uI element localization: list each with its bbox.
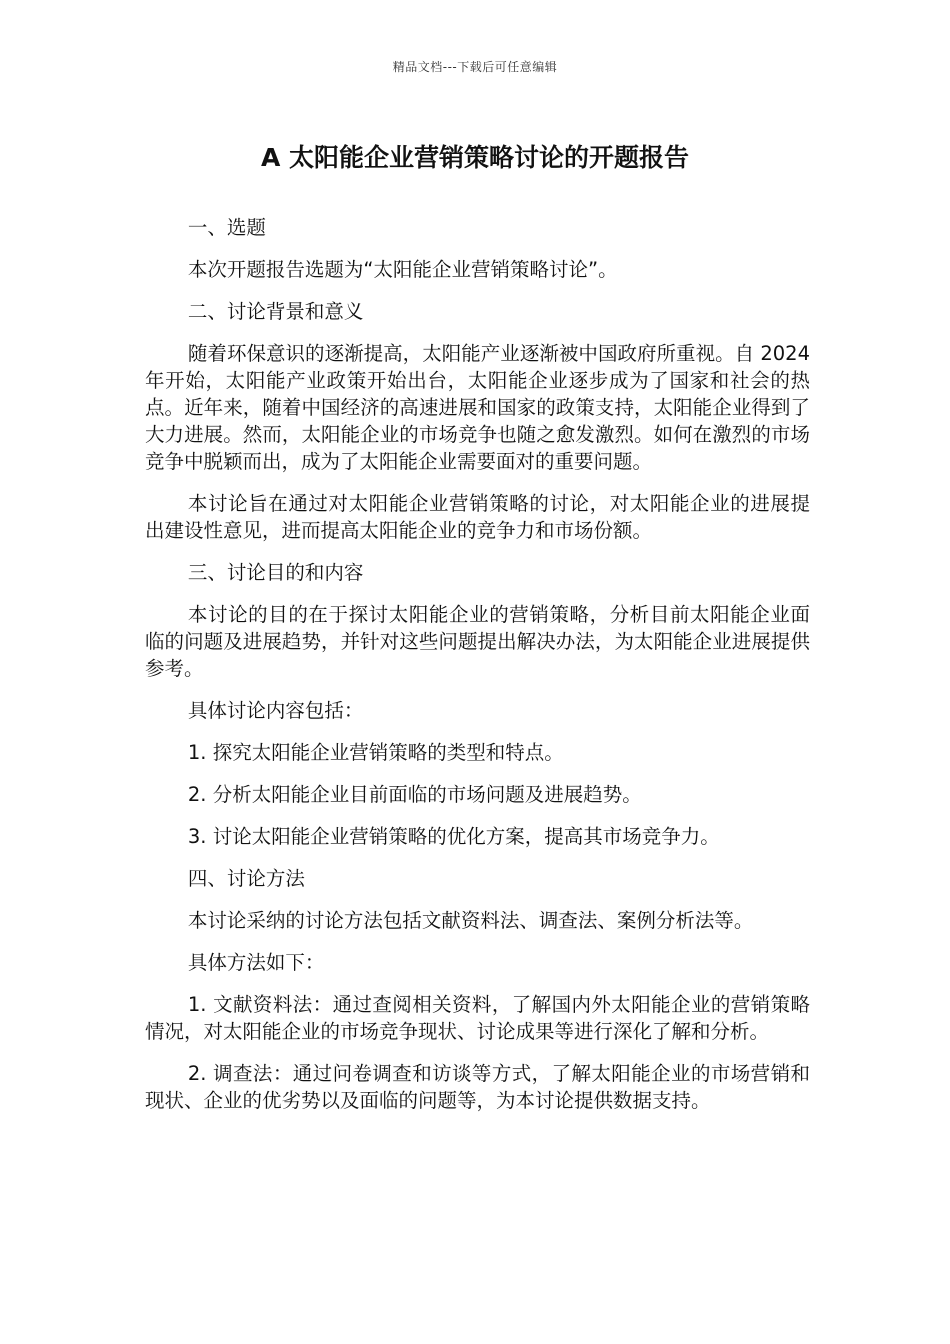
header-note: 精品文档---下载后可任意编辑	[392, 60, 558, 74]
list-item: 3. 讨论太阳能企业营销策略的优化方案，提高其市场竞争力。	[187, 825, 720, 848]
list-item: 2. 分析太阳能企业目前面临的市场问题及进展趋势。	[187, 783, 642, 806]
section-heading-background: 二、讨论背景和意义	[187, 300, 364, 323]
paragraph-topic: 本次开题报告选题为“太阳能企业营销策略讨论”。	[187, 258, 618, 281]
list-item: 1. 探究太阳能企业营销策略的类型和特点。	[187, 741, 564, 764]
paragraph-background-1: 随着环保意识的逐渐提高，太阳能产业逐渐被中国政府所重视。自 2024 年开始，太阳能产业政策开始出台，太阳能企业逐步成为了国家和社会的热点。近年来，随着中国经济的高速进展和国家的政策支持，太阳能企业得到了大力进展。然而，太阳能企业的市场竞争也随之愈发激烈。如何在激烈的市场竞争中脱颖而出，成为了太阳能企业需要面对的重要问题。	[145, 342, 810, 473]
paragraph-purpose-2: 具体讨论内容包括：	[187, 699, 364, 722]
section-heading-purpose: 三、讨论目的和内容	[187, 561, 364, 584]
paragraph-purpose-1: 本讨论的目的在于探讨太阳能企业的营销策略，分析目前太阳能企业面临的问题及进展趋势，并针对这些问题提出解决办法，为太阳能企业进展提供参考。	[145, 603, 810, 680]
section-heading-methods: 四、讨论方法	[187, 867, 305, 890]
section-heading-topic: 一、选题	[187, 216, 266, 239]
document-body	[145, 214, 810, 1129]
paragraph-methods-1: 本讨论采纳的讨论方法包括文献资料法、调查法、案例分析法等。	[187, 909, 754, 932]
paragraph-methods-2: 具体方法如下：	[187, 951, 325, 974]
document-title: A 太阳能企业营销策略讨论的开题报告	[260, 143, 690, 172]
paragraph-background-2: 本讨论旨在通过对太阳能企业营销策略的讨论，对太阳能企业的进展提出建设性意见，进而提高太阳能企业的竞争力和市场份额。	[145, 492, 810, 542]
list-item: 1. 文献资料法：通过查阅相关资料，了解国内外太阳能企业的营销策略情况，对太阳能企业的市场竞争现状、讨论成果等进行深化了解和分析。	[145, 993, 810, 1043]
list-item: 2. 调查法：通过问卷调查和访谈等方式，了解太阳能企业的市场营销和现状、企业的优劣势以及面临的问题等，为本讨论提供数据支持。	[145, 1062, 810, 1112]
